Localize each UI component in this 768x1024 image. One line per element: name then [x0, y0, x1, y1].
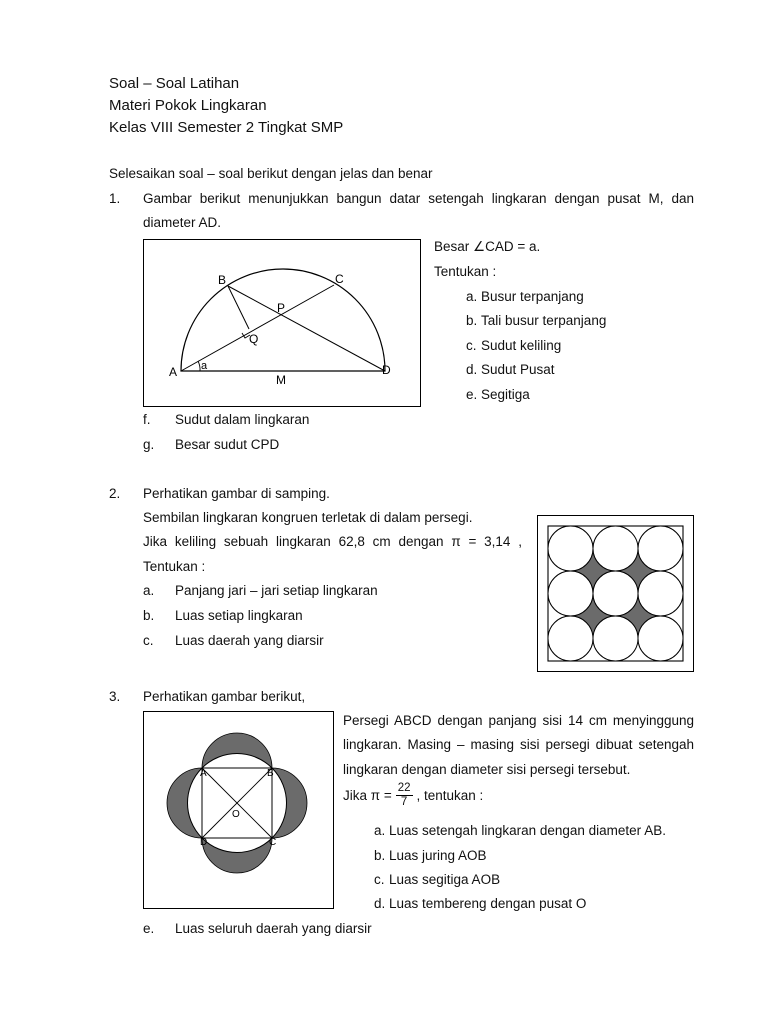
q1-tentukan: Tentukan : — [434, 264, 497, 279]
q3-item-e-text: Luas seluruh daerah yang diarsir — [175, 921, 372, 936]
q2-line2: Sembilan lingkaran kongruen terletak di dalam persegi. — [143, 510, 473, 525]
angle-arc — [198, 361, 200, 371]
circle — [548, 526, 593, 571]
q3-item-d-letter: d. — [374, 896, 386, 911]
q1-item-a-text: Busur terpanjang — [481, 289, 584, 304]
q2-item-a-text: Panjang jari – jari setiap lingkaran — [175, 583, 378, 598]
q1-item-b-letter: b. — [466, 313, 478, 328]
q1-text-line2: diameter AD. — [143, 215, 222, 230]
q1-item-e-text: Segitiga — [481, 387, 530, 402]
circle — [593, 616, 638, 661]
q3-item-c-letter: c. — [374, 872, 385, 887]
instruction: Selesaikan soal – soal berikut dengan jelas dan benar — [109, 166, 433, 181]
q2-line3: Jika keliling sebuah lingkaran 62,8 cm dengan π = 3,14 , — [143, 534, 522, 549]
q3-item-a-text: Luas setengah lingkaran dengan diameter AB. — [389, 823, 666, 838]
semicircle-diagram — [144, 240, 420, 406]
q1-text-line1: Gambar berikut menunjukkan bangun datar setengah lingkaran dengan pusat M, dan — [143, 191, 694, 206]
q3-desc-line2: lingkaran. Masing – masing sisi persegi dibuat setengah — [343, 737, 694, 752]
label-C: C — [269, 837, 277, 848]
q2-item-b-text: Luas setiap lingkaran — [175, 608, 303, 623]
label-a: a — [201, 360, 208, 372]
label-D: D — [200, 837, 208, 848]
q3-item-b-letter: b. — [374, 848, 386, 863]
q1-figure — [143, 239, 421, 407]
q3-item-b-text: Luas juring AOB — [389, 848, 487, 863]
title-line-1: Soal – Soal Latihan — [109, 75, 240, 92]
q3-line1: Perhatikan gambar berikut, — [143, 689, 306, 704]
title-line-3: Kelas VIII Semester 2 Tingkat SMP — [109, 119, 344, 136]
q3-item-a-letter: a. — [374, 823, 386, 838]
circle — [638, 616, 683, 661]
pi-fraction — [396, 782, 413, 809]
q1-item-d-letter: d. — [466, 362, 478, 377]
q2-item-b-letter: b. — [143, 608, 155, 623]
q3-item-d-text: Luas tembereng dengan pusat O — [389, 896, 587, 911]
segment-BQ — [228, 286, 249, 329]
q1-item-g-text: Besar sudut CPD — [175, 437, 280, 452]
chord-BD — [228, 286, 385, 371]
q1-item-f-text: Sudut dalam lingkaran — [175, 412, 310, 427]
square-semicircles-diagram — [144, 712, 333, 908]
label-A: A — [200, 768, 207, 779]
label-O: O — [232, 809, 240, 820]
label-M: M — [276, 373, 286, 387]
q2-line1: Perhatikan gambar di samping. — [143, 486, 330, 501]
q2-tentukan: Tentukan : — [143, 559, 206, 574]
circles-grid — [548, 526, 683, 661]
q3-item-e-letter: e. — [143, 921, 155, 936]
q1-item-a-letter: a. — [466, 289, 478, 304]
chord-AC — [181, 285, 334, 371]
pi-denominator: 7 — [400, 796, 408, 808]
q2-number: 2. — [109, 486, 121, 501]
nine-circles-diagram — [538, 516, 693, 671]
pi-numerator: 22 — [397, 782, 411, 794]
semicircle-shape — [181, 269, 385, 371]
q1-item-c-letter: c. — [466, 338, 477, 353]
q3-desc-line3: lingkaran dengan diameter sisi persegi tersebut. — [343, 762, 631, 777]
circle — [638, 571, 683, 616]
label-B: B — [267, 768, 274, 779]
q2-item-c-text: Luas daerah yang diarsir — [175, 633, 324, 648]
q3-number: 3. — [109, 689, 121, 704]
label-C: C — [335, 272, 344, 286]
q1-number: 1. — [109, 191, 121, 206]
q1-item-c-text: Sudut keliling — [481, 338, 562, 353]
circle — [548, 571, 593, 616]
circle — [638, 526, 683, 571]
label-A: A — [169, 365, 178, 379]
q1-item-f-letter: f. — [143, 412, 151, 427]
q1-item-e-letter: e. — [466, 387, 478, 402]
q3-pi-prefix: Jika π = — [343, 788, 392, 803]
title-line-2: Materi Pokok Lingkaran — [109, 97, 267, 114]
q3-item-c-text: Luas segitiga AOB — [389, 872, 501, 887]
label-Q: Q — [249, 332, 259, 346]
q1-item-b-text: Tali busur terpanjang — [481, 313, 607, 328]
q2-figure — [537, 515, 694, 672]
q1-item-g-letter: g. — [143, 437, 155, 452]
q3-pi-line — [343, 782, 483, 809]
q2-item-c-letter: c. — [143, 633, 154, 648]
circle — [593, 526, 638, 571]
q2-item-a-letter: a. — [143, 583, 155, 598]
q1-item-d-text: Sudut Pusat — [481, 362, 555, 377]
q3-pi-suffix: , tentukan : — [416, 788, 484, 803]
label-B: B — [218, 273, 227, 287]
q1-given: Besar ∠CAD = a. — [434, 239, 541, 254]
q3-desc-line1: Persegi ABCD dengan panjang sisi 14 cm menyinggung — [343, 713, 694, 728]
circle — [548, 616, 593, 661]
label-D: D — [382, 363, 391, 377]
q3-figure — [143, 711, 334, 909]
circle — [593, 571, 638, 616]
label-P: P — [277, 301, 286, 315]
